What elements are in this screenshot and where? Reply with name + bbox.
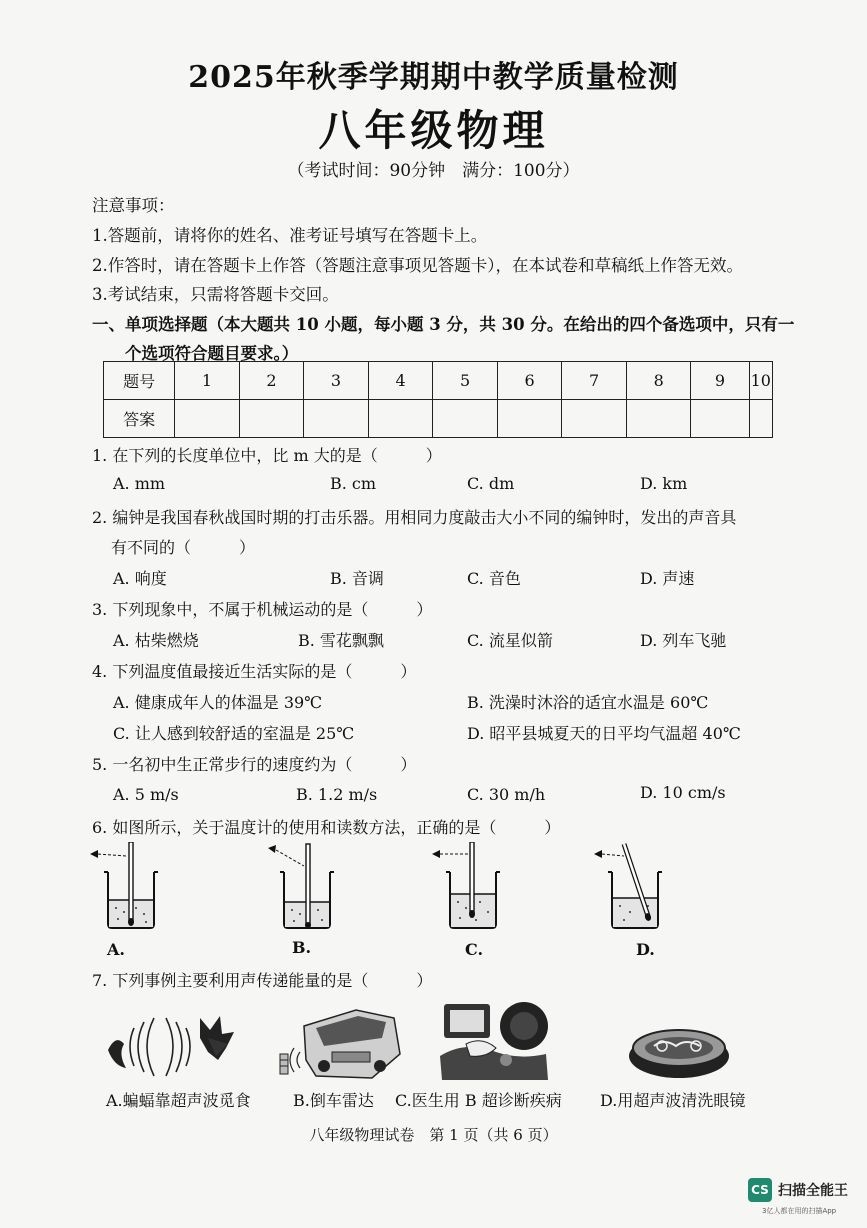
answer-cell <box>175 400 240 438</box>
q5-option-c: C. 30 m/h <box>467 785 546 804</box>
answer-cell <box>626 400 691 438</box>
question-2-stem-continued: 有不同的（ ） <box>111 538 256 557</box>
q3-option-d: D. 列车飞驰 <box>640 631 727 650</box>
ultrasonic-cleaner-image <box>624 1012 734 1084</box>
question-7-stem: 7. 下列事例主要利用声传递能量的是（ ） <box>92 971 433 990</box>
q7-option-c: C.医生用 B 超诊断疾病 <box>395 1091 562 1110</box>
note-item-2: 2.作答时，请在答题卡上作答（答题注意事项见答题卡），在本试卷和草稿纸上作答无效。 <box>92 256 743 275</box>
q4-option-d: D. 昭平县城夏天的日平均气温超 40℃ <box>467 724 741 743</box>
question-6-stem: 6. 如图所示，关于温度计的使用和读数方法，正确的是（ ） <box>92 818 561 837</box>
table-cell-number: 3 <box>304 362 369 400</box>
table-cell-number: 9 <box>691 362 749 400</box>
table-cell-label: 答案 <box>104 400 175 438</box>
q1-option-b: B. cm <box>330 474 377 493</box>
question-2-stem: 2. 编钟是我国春秋战国时期的打击乐器。用相同力度敲击大小不同的编钟时，发出的声音具 <box>92 508 737 527</box>
bat-echolocation-image <box>104 1008 244 1084</box>
table-cell-number: 6 <box>497 362 562 400</box>
thermometer-figure-b <box>262 842 342 932</box>
answer-table <box>103 361 773 438</box>
q5-option-a: A. 5 m/s <box>113 785 179 804</box>
table-cell-number: 10 <box>749 362 772 400</box>
answer-cell <box>304 400 369 438</box>
subject-title: 八年级物理 <box>318 106 549 155</box>
exam-title: 2025年秋季学期期中教学质量检测 <box>188 60 679 95</box>
answer-cell <box>239 400 304 438</box>
section-heading-line2: 个选项符合题目要求。） <box>125 344 299 363</box>
q1-option-d: D. km <box>640 474 688 493</box>
q4-option-a: A. 健康成年人的体温是 39℃ <box>113 693 323 712</box>
q1-option-c: C. dm <box>467 474 515 493</box>
reversing-radar-image <box>276 1004 406 1084</box>
q5-option-d: D. 10 cm/s <box>640 783 726 802</box>
table-cell-number: 7 <box>562 362 627 400</box>
page-footer: 八年级物理试卷 第 1 页（共 6 页） <box>309 1126 558 1144</box>
question-4-stem: 4. 下列温度值最接近生活实际的是（ ） <box>92 662 417 681</box>
scanner-watermark <box>748 1178 860 1218</box>
q4-option-b: B. 洗澡时沐浴的适宜水温是 60℃ <box>467 693 709 712</box>
scanner-app-slogan: 3亿人都在用的扫描App <box>762 1207 837 1215</box>
table-cell-number: 4 <box>368 362 433 400</box>
q5-option-b: B. 1.2 m/s <box>296 785 378 804</box>
answer-cell <box>433 400 498 438</box>
exam-info: （考试时间：90分钟 满分：100分） <box>287 161 580 181</box>
q3-option-c: C. 流星似箭 <box>467 631 553 650</box>
note-item-1: 1.答题前，请将你的姓名、准考证号填写在答题卡上。 <box>92 226 488 245</box>
question-3-stem: 3. 下列现象中，不属于机械运动的是（ ） <box>92 600 433 619</box>
q7-option-a: A.蝙蝠靠超声波觅食 <box>106 1091 251 1110</box>
q2-option-b: B. 音调 <box>330 569 384 588</box>
table-cell-number: 1 <box>175 362 240 400</box>
q6-option-a: A. <box>107 940 125 959</box>
q6-option-b: B. <box>292 938 312 957</box>
question-5-stem: 5. 一名初中生正常步行的速度约为（ ） <box>92 755 417 774</box>
answer-table-answer-row <box>104 400 773 438</box>
q7-option-d: D.用超声波清洗眼镜 <box>600 1091 746 1110</box>
answer-cell <box>749 400 772 438</box>
q2-option-d: D. 声速 <box>640 569 695 588</box>
q7-option-b: B.倒车雷达 <box>293 1091 374 1110</box>
b-ultrasound-image <box>436 1000 556 1084</box>
table-cell-label: 题号 <box>104 362 175 400</box>
q6-option-d: D. <box>636 940 655 959</box>
q3-option-a: A. 枯柴燃烧 <box>113 631 199 650</box>
question-1-stem: 1. 在下列的长度单位中，比 m 大的是（ ） <box>92 446 442 465</box>
answer-cell <box>497 400 562 438</box>
answer-cell <box>691 400 749 438</box>
table-cell-number: 2 <box>239 362 304 400</box>
answer-table-header-row <box>104 362 773 400</box>
table-cell-number: 8 <box>626 362 691 400</box>
q1-option-a: A. mm <box>113 474 166 493</box>
thermometer-figure-d <box>590 842 670 932</box>
answer-cell <box>562 400 627 438</box>
q4-option-c: C. 让人感到较舒适的室温是 25℃ <box>113 724 355 743</box>
q6-option-c: C. <box>465 940 484 959</box>
q2-option-a: A. 响度 <box>113 569 167 588</box>
note-item-3: 3.考试结束，只需将答题卡交回。 <box>92 285 339 304</box>
thermometer-figure-c <box>428 842 508 932</box>
section-heading-line1: 一、单项选择题（本大题共 10 小题，每小题 3 分，共 30 分。在给出的四个备选项中，只有一 <box>92 315 795 334</box>
q2-option-c: C. 音色 <box>467 569 521 588</box>
scanner-logo-icon: CS <box>748 1178 772 1202</box>
answer-cell <box>368 400 433 438</box>
q3-option-b: B. 雪花飘飘 <box>298 631 384 650</box>
thermometer-figure-a <box>86 842 166 932</box>
notes-heading: 注意事项： <box>92 196 175 215</box>
table-cell-number: 5 <box>433 362 498 400</box>
scanner-app-name: 扫描全能王 <box>778 1183 848 1199</box>
